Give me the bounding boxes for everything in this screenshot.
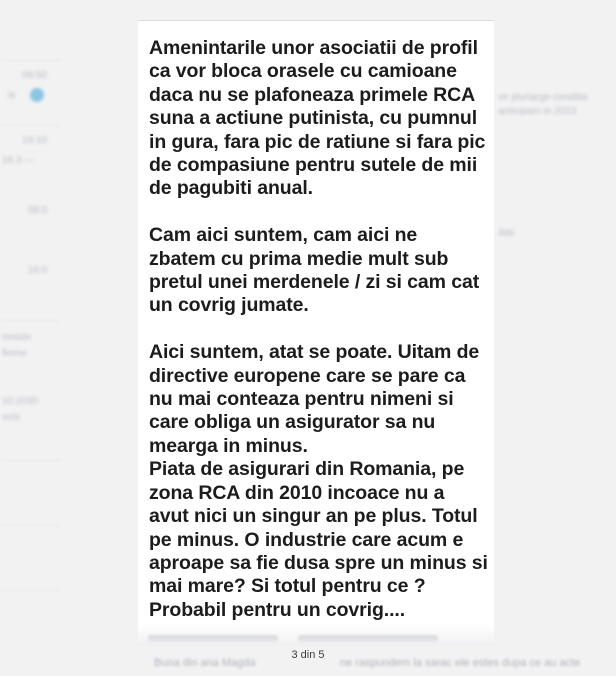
message-line: zbatem cu prima medie mult sub xyxy=(149,247,449,270)
message-line: pe minus. O industrie care acum e xyxy=(149,528,464,551)
message-line: aproape sa fie dusa spre un minus si xyxy=(149,551,488,574)
page-indicator: 3 din 5 xyxy=(291,649,325,661)
message-line: Amenintarile unor asociatii de profil xyxy=(149,37,478,59)
bg-timestamp: 09:50 xyxy=(22,70,48,81)
message-text xyxy=(149,37,489,622)
message-line: suna a actiune putinista, cu pumnul xyxy=(149,107,478,130)
bg-snippet: 10.2030 xyxy=(2,396,39,407)
bg-snippet: Altii xyxy=(498,228,515,239)
message-line: nu mai conteaza pentru nimeni si xyxy=(149,388,454,411)
message-line: avut nici un singur an pe plus. Totul xyxy=(149,505,478,528)
bg-divider xyxy=(0,125,60,126)
message-line: zona RCA din 2010 incoace nu a xyxy=(149,481,445,504)
bg-timestamp: 19:10 xyxy=(22,135,48,146)
bg-divider xyxy=(0,460,60,461)
message-line: daca nu se plafoneaza primele RCA xyxy=(149,83,476,106)
bg-snippet: ionisto xyxy=(2,332,31,343)
bg-timestamp: 08:0 xyxy=(28,205,48,216)
bg-snippet: fiomo xyxy=(2,348,27,359)
message-line: in gura, fara pic de ratiune si fara pic xyxy=(149,130,486,153)
bg-snippet: Buna din ana Magda xyxy=(154,657,256,669)
message-paragraph xyxy=(149,224,489,318)
message-line: mearga in minus. xyxy=(149,434,308,457)
message-line: care obliga un asigurator sa nu xyxy=(149,411,436,434)
message-line: pretul unei merdenele / zi si cam cat xyxy=(149,271,480,294)
message-card xyxy=(138,20,494,646)
message-paragraph xyxy=(149,37,489,201)
message-line: directive europene care se pare ca xyxy=(149,364,466,387)
bg-snippet: ve pluriarge conditia xyxy=(498,92,588,103)
message-line: ca vor bloca orasele cu camioane xyxy=(149,60,457,83)
bg-divider xyxy=(0,590,60,591)
message-line: de compasiune pentru sutele de mii xyxy=(149,154,478,177)
bg-snippet: ie xyxy=(8,90,16,101)
message-line: mai mare? Si totul pentru ce ? xyxy=(149,575,426,598)
message-line: Piata de asigurari din Romania, pe xyxy=(149,458,465,481)
message-line: Aici suntem, atat se poate. Uitam de xyxy=(149,341,480,364)
bg-snippet: 18.3 — xyxy=(2,155,35,166)
bg-timestamp: 16:0 xyxy=(28,265,48,276)
message-line: Probabil pentru un covrig.... xyxy=(149,598,406,621)
bg-snippet: ne raspundem la sarac ele estes dupa ce au acte xyxy=(340,657,581,669)
bg-divider xyxy=(0,60,60,61)
bg-divider xyxy=(0,525,60,526)
message-line: un covrig jumate. xyxy=(149,294,309,317)
bg-divider xyxy=(0,320,60,321)
message-paragraph xyxy=(149,341,489,622)
bg-snippet: anticipam in 2023 xyxy=(498,106,577,117)
message-line: de pagubiti anual. xyxy=(149,177,313,200)
card-fade xyxy=(138,624,494,646)
unread-badge-icon xyxy=(30,88,44,102)
message-line: Cam aici suntem, cam aici ne xyxy=(149,224,418,247)
bg-snippet: ocis xyxy=(2,412,20,423)
